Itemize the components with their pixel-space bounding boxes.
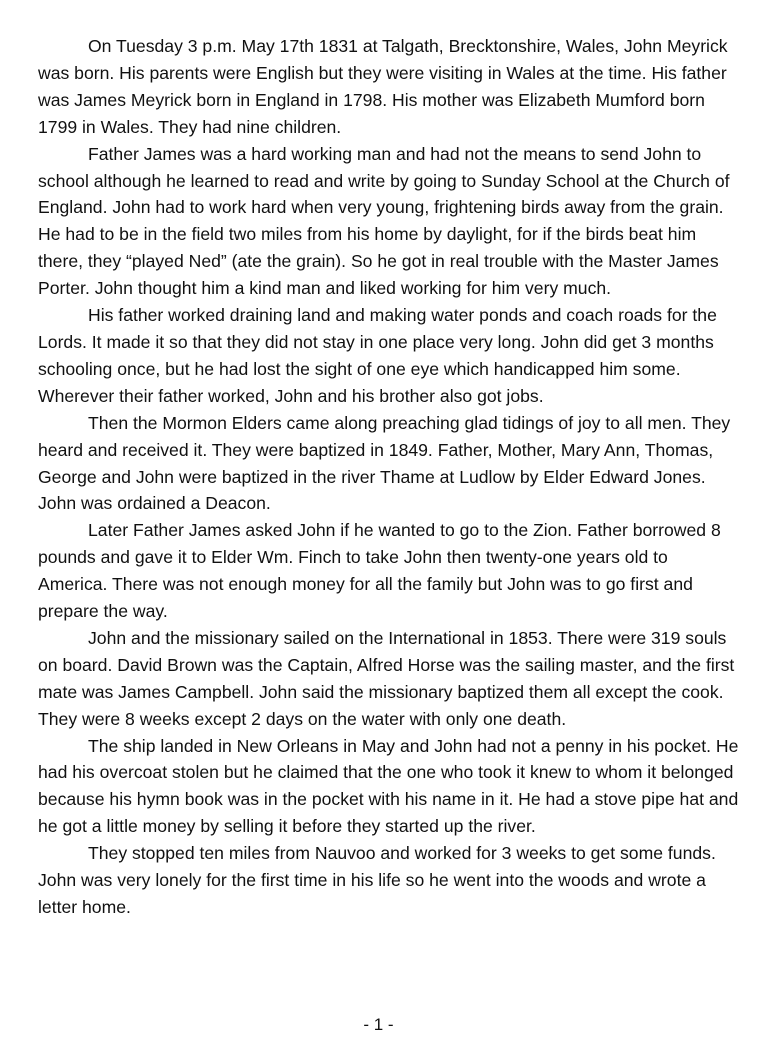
- paragraph-baptism: Then the Mormon Elders came along preaching glad tidings of joy to all men. They heard and received it. They were baptized in 1849. Father, Mother, Mary Ann, Thomas, George and John were baptized in the river Thame at Ludlow by Elder Edward Jones. John was ordained a Deacon.: [38, 412, 731, 514]
- paragraph-new-orleans: The ship landed in New Orleans in May and John had not a penny in his pocket. He had his overcoat stolen but he claimed that the one who took it knew to whom it belonged because his hymn book was in the pocket with his name in it. He had a stove pipe hat and he got a little money by selling it before they started up the river.: [38, 735, 739, 837]
- paragraph-birth: On Tuesday 3 p.m. May 17th 1831 at Talgath, Brecktonshire, Wales, John Meyrick was born. His parents were English but they were visiting in Wales at the time. His father was James Meyrick born in England in 1798. His mother was Elizabeth Mumford born 1799 in Wales. They had nine children.: [38, 36, 728, 137]
- paragraph-voyage: John and the missionary sailed on the International in 1853. There were 319 souls on board. David Brown was the Captain, Alfred Horse was the sailing master, and the first mate was James Campbell. John said the missionary baptized them all except the cook. They were 8 weeks except 2 days on the water with only one death.: [38, 627, 735, 729]
- paragraph-nauvoo: They stopped ten miles from Nauvoo and worked for 3 weeks to get some funds. John was very lonely for the first time in his life so he went into the woods and wrote a letter home.: [38, 843, 716, 917]
- paragraph-zion: Later Father James asked John if he wanted to go to the Zion. Father borrowed 8 pounds and gave it to Elder Wm. Finch to take John then twenty-one years old to America. There was not enough money for all the family but John was to go first and prepare the way.: [38, 520, 721, 622]
- paragraph-childhood: Father James was a hard working man and had not the means to send John to school although he learned to read and write by going to Sunday School at the Church of England. John had to work hard when very young, frightening birds away from the grain. He had to be in the field two miles from his home by daylight, for if the birds beat him there, they “played Ned” (ate the grain). So he got in real trouble with the Master James Porter. John thought him a kind man and liked working for him very much.: [38, 143, 730, 299]
- paragraph-father-work: His father worked draining land and making water ponds and coach roads for the Lords. It made it so that they did not stay in one place very long. John did get 3 months schooling once, but he had lost the sight of one eye which handicapped him some. Wherever their father worked, John and his brother also got jobs.: [38, 305, 717, 406]
- page-number: - 1 -: [363, 1015, 394, 1034]
- body-text: [38, 33, 740, 921]
